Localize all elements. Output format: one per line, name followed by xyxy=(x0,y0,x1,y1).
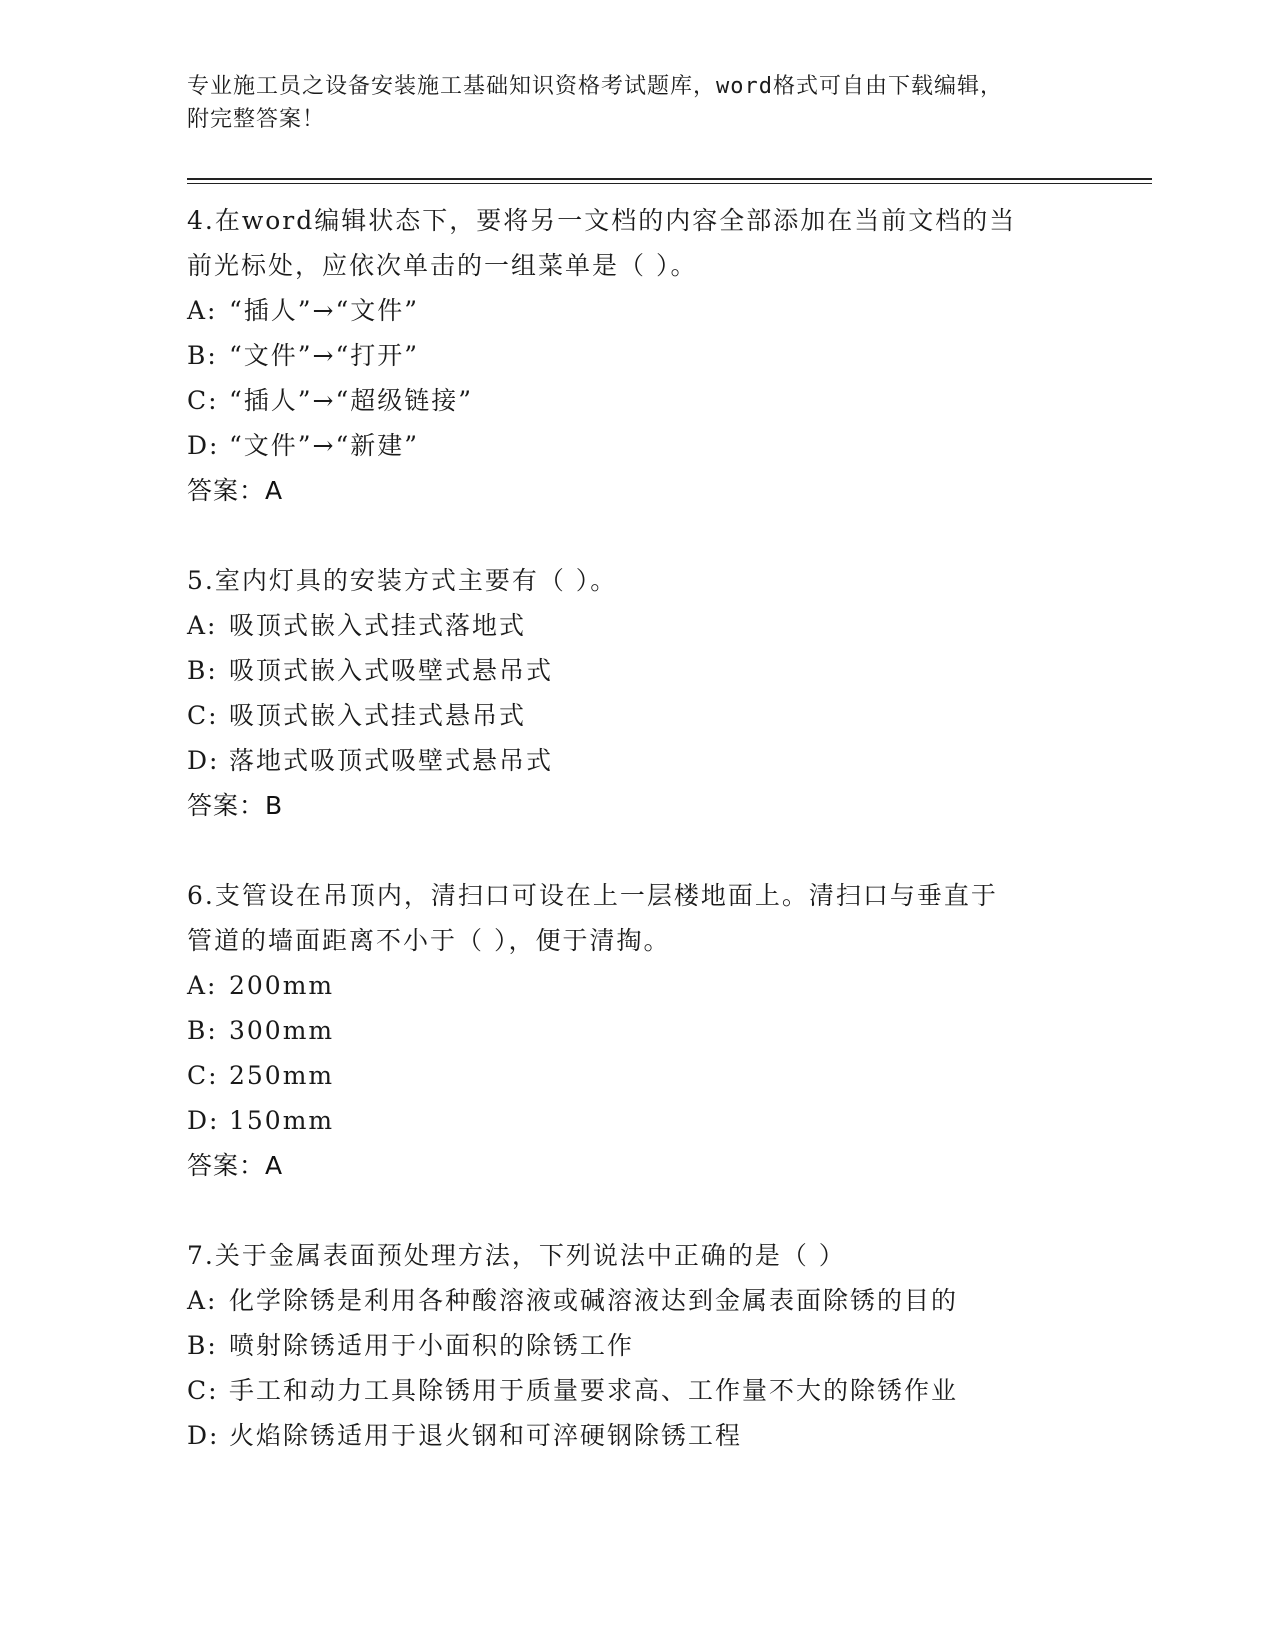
option-b xyxy=(187,333,1152,378)
option-letter: D: xyxy=(187,1106,220,1135)
option-c xyxy=(187,693,1152,738)
option-d xyxy=(187,1098,1152,1143)
option-d xyxy=(187,423,1152,468)
question-stem-line: 管道的墙面距离不小于（ ），便于清掏。 xyxy=(187,926,671,955)
option-text: “插人”→“超级链接” xyxy=(229,386,474,415)
question-stem-line: 7.关于金属表面预处理方法，下列说法中正确的是（ ） xyxy=(187,1241,846,1270)
question-stem-line: 5.室内灯具的安装方式主要有（ ）。 xyxy=(187,566,618,595)
question-stem-line: 前光标处，应依次单击的一组菜单是（ ）。 xyxy=(187,251,698,280)
option-text: 化学除锈是利用各种酸溶液或碱溶液达到金属表面除锈的目的 xyxy=(229,1286,959,1315)
question-5 xyxy=(187,558,1152,828)
option-letter: B: xyxy=(187,341,218,370)
option-text: “文件”→“新建” xyxy=(229,431,420,460)
option-text: 手工和动力工具除锈用于质量要求高、工作量不大的除锈作业 xyxy=(229,1376,959,1405)
option-text: 吸顶式嵌入式吸壁式悬吊式 xyxy=(229,656,554,685)
header-line-2: 附完整答案！ xyxy=(187,107,326,132)
option-c xyxy=(187,1368,1152,1413)
question-spacer xyxy=(187,513,1152,558)
question-7 xyxy=(187,1233,1152,1458)
question-stem-line: 4.在word编辑状态下，要将另一文档的内容全部添加在当前文档的当 xyxy=(187,206,1017,235)
option-a xyxy=(187,1278,1152,1323)
option-text: 喷射除锈适用于小面积的除锈工作 xyxy=(229,1331,635,1360)
option-letter: C: xyxy=(187,701,219,730)
question-6 xyxy=(187,873,1152,1188)
option-letter: A: xyxy=(187,1286,218,1315)
question-4 xyxy=(187,198,1152,513)
option-b xyxy=(187,1008,1152,1053)
option-letter: D: xyxy=(187,431,220,460)
header-divider xyxy=(187,178,1152,184)
question-spacer xyxy=(187,1188,1152,1233)
option-letter: A: xyxy=(187,296,218,325)
option-d xyxy=(187,1413,1152,1458)
option-text: 150mm xyxy=(229,1106,335,1135)
option-text: 火焰除锈适用于退火钢和可淬硬钢除锈工程 xyxy=(229,1421,743,1450)
document-header xyxy=(187,70,1152,136)
option-a xyxy=(187,963,1152,1008)
header-line-1: 专业施工员之设备安装施工基础知识资格考试题库，word格式可自由下载编辑， xyxy=(187,74,1003,99)
option-letter: B: xyxy=(187,656,218,685)
option-letter: B: xyxy=(187,1331,218,1360)
answer-line: 答案：B xyxy=(187,791,284,820)
option-letter: C: xyxy=(187,386,219,415)
question-list xyxy=(187,198,1152,1458)
question-stem-line: 6.支管设在吊顶内，清扫口可设在上一层楼地面上。清扫口与垂直于 xyxy=(187,881,998,910)
option-b xyxy=(187,1323,1152,1368)
answer-line: 答案：A xyxy=(187,1151,284,1180)
option-a xyxy=(187,603,1152,648)
option-text: 200mm xyxy=(229,971,335,1000)
option-c xyxy=(187,1053,1152,1098)
option-letter: D: xyxy=(187,1421,220,1450)
option-letter: C: xyxy=(187,1376,219,1405)
option-letter: B: xyxy=(187,1016,218,1045)
option-text: “文件”→“打开” xyxy=(229,341,420,370)
option-letter: D: xyxy=(187,746,220,775)
option-text: 300mm xyxy=(229,1016,335,1045)
option-letter: A: xyxy=(187,971,218,1000)
option-text: “插人”→“文件” xyxy=(229,296,420,325)
option-b xyxy=(187,648,1152,693)
option-d xyxy=(187,738,1152,783)
option-a xyxy=(187,288,1152,333)
option-text: 吸顶式嵌入式挂式悬吊式 xyxy=(229,701,527,730)
document-page xyxy=(187,70,1152,1458)
answer-line: 答案：A xyxy=(187,476,284,505)
option-letter: A: xyxy=(187,611,218,640)
option-text: 落地式吸顶式吸壁式悬吊式 xyxy=(229,746,554,775)
option-c xyxy=(187,378,1152,423)
question-spacer xyxy=(187,828,1152,873)
option-letter: C: xyxy=(187,1061,219,1090)
option-text: 250mm xyxy=(229,1061,335,1090)
option-text: 吸顶式嵌入式挂式落地式 xyxy=(229,611,527,640)
